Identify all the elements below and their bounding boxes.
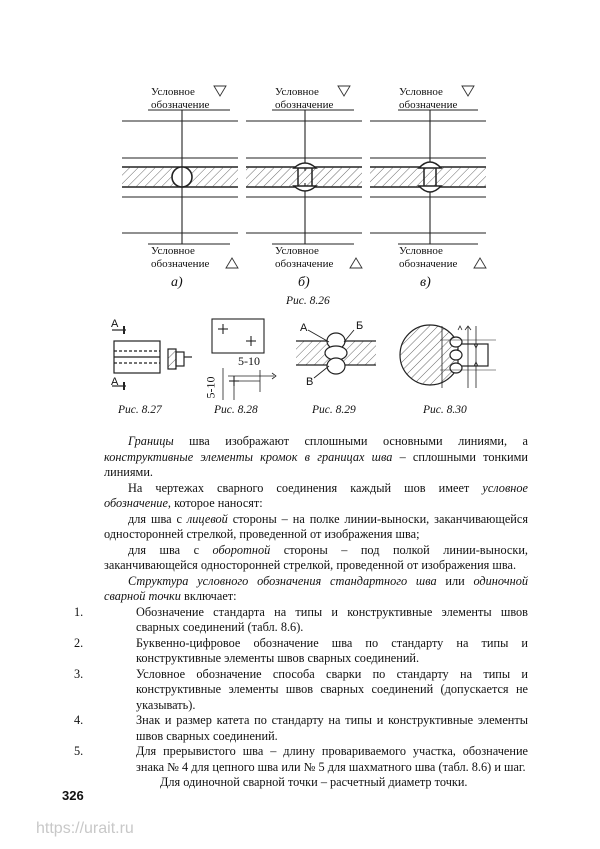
label-top-b: Условное обозначение: [275, 86, 334, 111]
fig-8-28-dim-horizontal: 5-10: [238, 354, 260, 368]
fig-8-26-panel-a: [122, 110, 238, 244]
list-item: 5. Для прерывистого шва – длину провариваемого участка, обозначение знака № 4 для цепного шва или № 5 для шахматного шва (табл. 8.6) и шаг.: [74, 744, 528, 774]
fig-8-26-panel-c: [370, 110, 486, 244]
page-number: 326: [62, 788, 84, 803]
paragraph-boundaries: Границы шва изображают сплошными основными линиями, а конструктивные элементы кромок в границах шва – сплошными тонкими линиями.: [104, 434, 528, 479]
label-bottom-b: Условное обозначение: [275, 245, 334, 270]
list-item: 1. Обозначение стандарта на типы и конструктивные элементы швов сварных соединений (табл. 8.6).: [74, 604, 528, 634]
fig-8-29-drawing: [296, 330, 376, 378]
fig-8-26-panel-b: [246, 110, 362, 244]
caption-fig-8-27: Рис. 8.27: [118, 404, 162, 416]
list-item: 2. Буквенно-цифровое обозначение шва по стандарту на типы и конструктивные элементы швов сварных соединений.: [74, 635, 528, 665]
caption-fig-8-26: Рис. 8.26: [286, 295, 330, 307]
label-bottom-a: Условное обозначение: [151, 245, 210, 270]
subfig-c-label: в): [420, 275, 431, 290]
list-item: 4. Знак и размер катета по стандарту на типы и конструктивные элементы швов сварных соединений.: [74, 713, 528, 743]
fig-8-27-mark-bottom: А: [111, 376, 119, 388]
caption-fig-8-28: Рис. 8.28: [214, 404, 258, 416]
fig-8-29-mark-a: А: [300, 322, 308, 334]
fig-8-27-drawing: [112, 326, 192, 390]
paragraph-structure: Структура условного обозначения стандартного шва или одиночной сварной точки включает:: [104, 573, 528, 603]
paragraph-front-side: для шва с лицевой стороны – на полке линии-выноски, заканчивающейся односторонней стрелкой, проведенной от изображения шва;: [104, 511, 528, 541]
fig-8-28-dim-vertical: 5-10: [203, 376, 218, 399]
body-text: [74, 434, 528, 791]
subfig-b-label: б): [298, 275, 310, 290]
structure-list: [74, 604, 528, 776]
fig-8-30-drawing: [400, 325, 496, 388]
fig-8-29-mark-v: В: [306, 376, 314, 388]
label-top-a: Условное обозначение: [151, 86, 210, 111]
fig-8-29-mark-b: Б: [356, 320, 364, 332]
list-item: 3. Условное обозначение способа сварки по стандарту на типы и конструктивные элементы швов сварных соединений (допускается не указывать).: [74, 666, 528, 712]
label-bottom-c: Условное обозначение: [399, 245, 458, 270]
paragraph-designation: На чертежах сварного соединения каждый шов имеет условное обозначение, которое наносят:: [104, 480, 528, 510]
figures-svg: [0, 0, 600, 420]
caption-fig-8-30: Рис. 8.30: [423, 404, 467, 416]
label-top-c: Условное обозначение: [399, 86, 458, 111]
subfig-a-label: а): [171, 275, 183, 290]
caption-fig-8-29: Рис. 8.29: [312, 404, 356, 416]
paragraph-single-point: Для одиночной сварной точки – расчетный диаметр точки.: [160, 775, 468, 789]
fig-8-27-mark-top: А: [111, 318, 119, 330]
watermark: https://urait.ru: [36, 820, 134, 837]
paragraph-back-side: для шва с оборотной стороны – под полкой линии-выноски, заканчивающейся односторонней стрелкой, проведенной от изображения шва.: [104, 542, 528, 572]
